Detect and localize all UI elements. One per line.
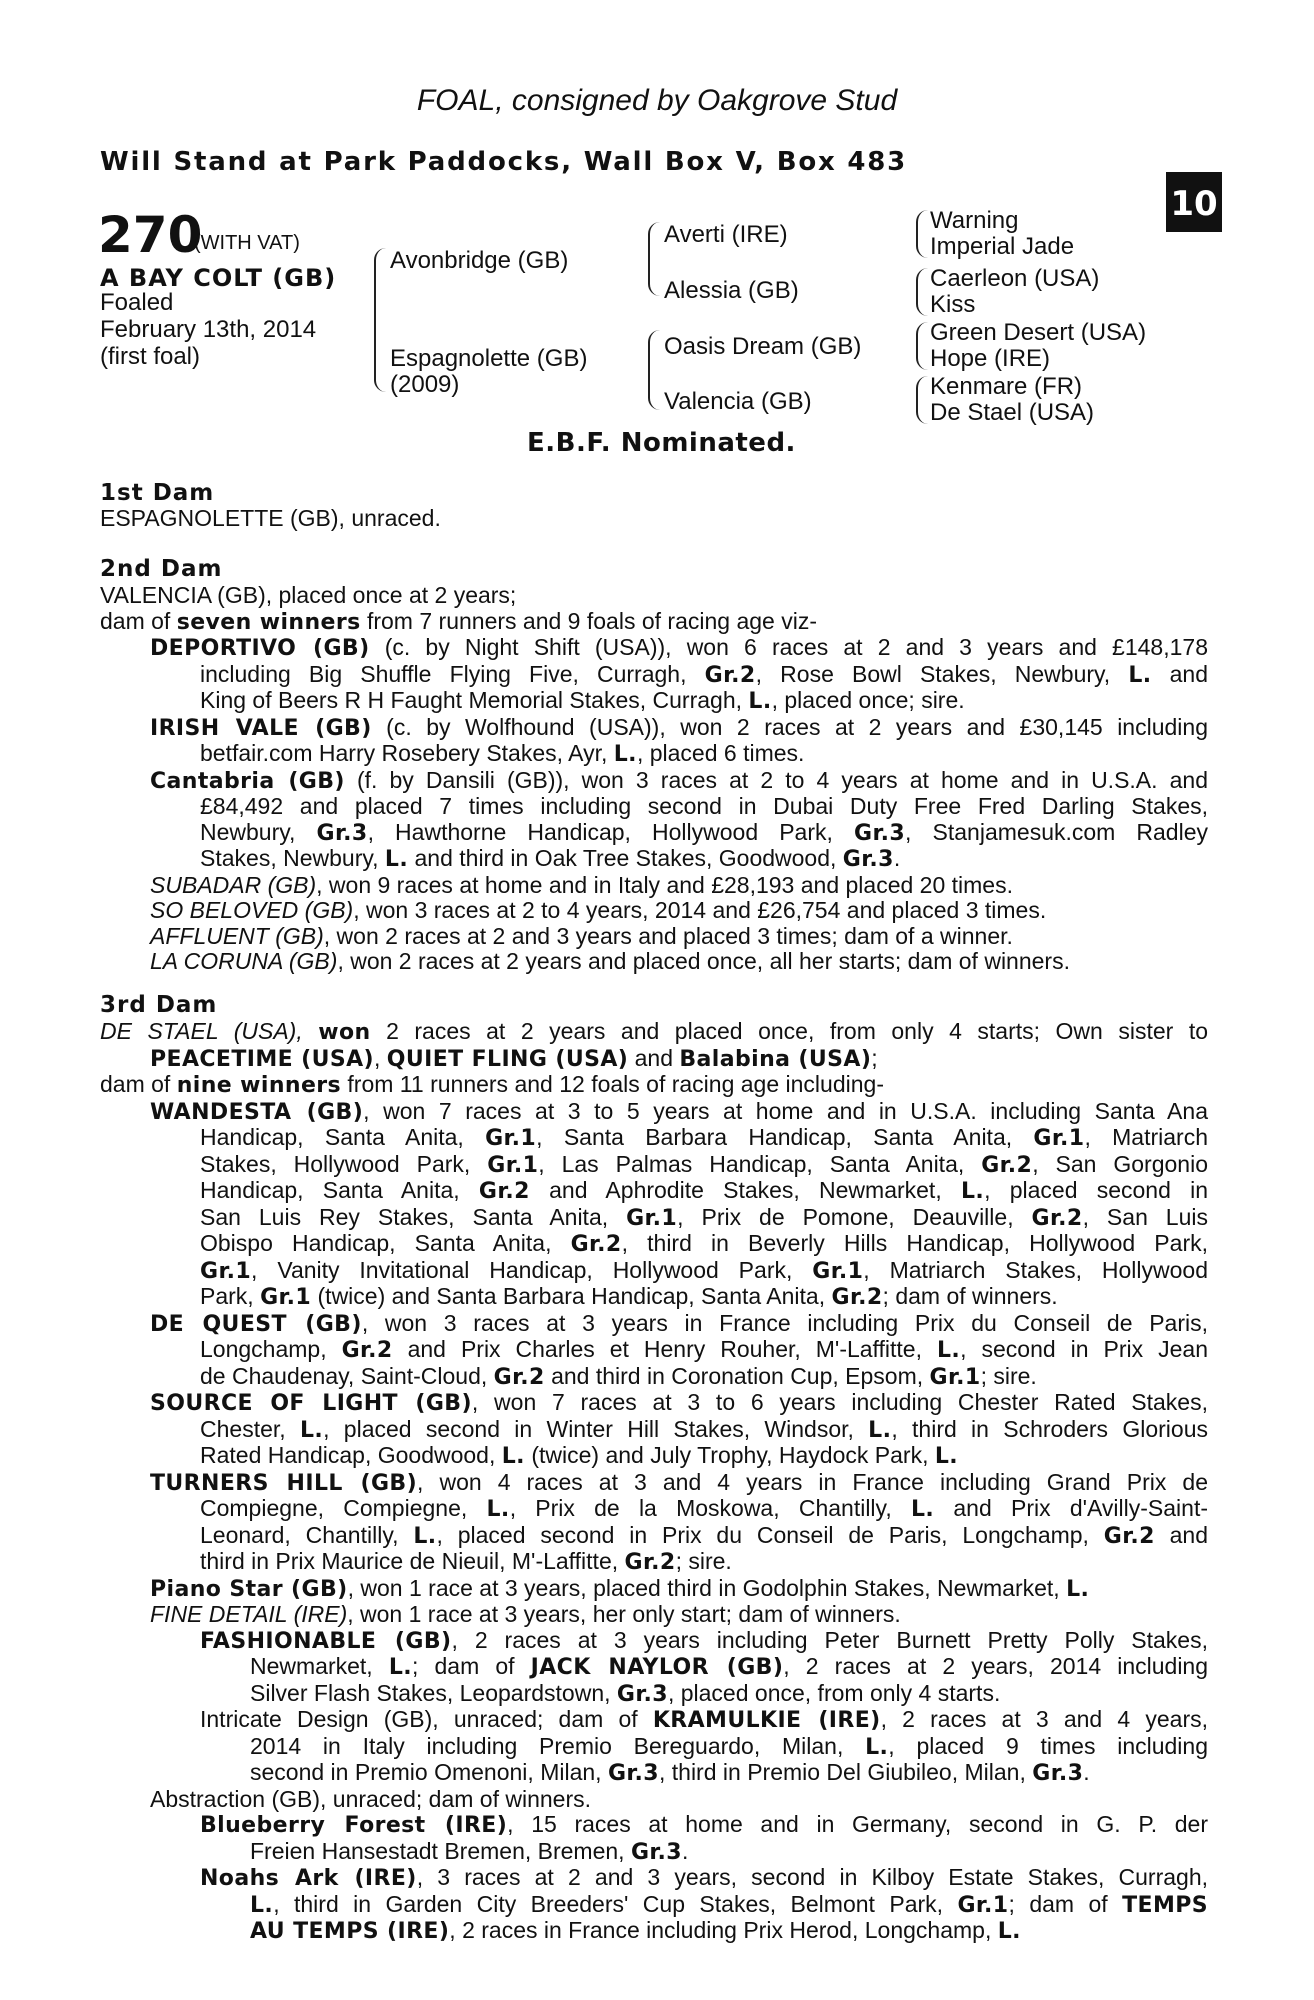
na-line	[200, 1865, 1208, 1892]
grade: Gr.3	[842, 847, 894, 872]
grade: Gr.3	[316, 820, 368, 846]
text-run: and	[1154, 1521, 1209, 1548]
wandesta-line	[150, 1099, 1208, 1126]
text-run: ; dam of	[412, 1653, 531, 1679]
bold-run: AU TEMPS (IRE)	[250, 1919, 450, 1944]
lot-title: A BAY COLT (GB)	[100, 264, 337, 292]
bold-run: L.	[250, 1892, 274, 1918]
bold-run: L.	[934, 1444, 959, 1469]
horse-name: DEPORTIVO (GB)	[150, 636, 370, 661]
wandesta-line	[200, 1125, 1208, 1152]
text-run: betfair.com Harry Rosebery Stakes, Ayr,	[200, 740, 614, 766]
bold-run: Gr.2	[1031, 1205, 1083, 1231]
irish-vale-line-2	[200, 741, 1208, 768]
pedigree-brace-ggp3	[916, 322, 928, 370]
text-run: , Prix de la Moskowa, Chantilly,	[509, 1495, 911, 1521]
text-run: , 3 races at 2 and 3 years, second in Kilboy Estate Stakes, Curragh,	[416, 1864, 1209, 1890]
text-run: from 7 runners and 9 foals of racing age viz-	[360, 607, 817, 634]
wandesta-line	[200, 1258, 1208, 1285]
pedigree-brace-sire	[648, 222, 662, 296]
grade: L.	[613, 742, 637, 767]
badge-plus: +	[1170, 150, 1186, 171]
horse-name: Cantabria (GB)	[150, 768, 345, 794]
winners-count: nine winners	[176, 1073, 342, 1098]
text-run: , third in Garden City Breeders' Cup Stakes, Belmont Park,	[273, 1890, 958, 1917]
text-run: , Rose Bowl Stakes, Newbury,	[755, 660, 1129, 687]
cantabria-line-2: £84,492 and placed 7 times including second in Dubai Duty Free Fred Darling Stakes,	[200, 793, 1208, 819]
text-run: Leonard, Chantilly,	[200, 1521, 414, 1548]
text-run: (c. by Night Shift (USA)), won 6 races at 2 and 3 years and £148,178	[369, 634, 1208, 660]
grade: Gr.2	[704, 662, 756, 688]
ebf-nominated: E.B.F. Nominated.	[527, 428, 796, 458]
dam-name: Espagnolette (GB)	[390, 345, 588, 372]
text-run: San Luis Rey Stakes, Santa Anita,	[200, 1203, 627, 1230]
text-run: , won 1 race at 3 years, her only start; dam of winners.	[347, 1601, 901, 1627]
text-run: , Stanjamesuk.com Radley	[905, 818, 1209, 845]
text-run: (c. by Wolfhound (USA)), won 2 races at 2 years and £30,145 including	[371, 713, 1208, 740]
bold-run: L.	[501, 1444, 525, 1469]
text-run: , 2 races at 3 and 4 years,	[880, 1706, 1208, 1732]
bold-run: L.	[388, 1655, 412, 1680]
bold-run: Gr.1	[626, 1205, 678, 1231]
fashionable-entry	[100, 1628, 1208, 1708]
text-run: (twice) and Santa Barbara Handicap, Santa Anita,	[311, 1283, 832, 1309]
wandesta-line	[200, 1152, 1208, 1179]
vat-note: (WITH VAT)	[194, 232, 300, 254]
text-run: , placed once; sire.	[771, 687, 965, 713]
bold-run: Gr.3	[1032, 1761, 1084, 1786]
fine-detail-line	[150, 1602, 1208, 1628]
second-dam-heading: 2nd Dam	[100, 556, 223, 582]
text-run: , 2 races in France including Prix Herod, Longchamp,	[449, 1917, 998, 1943]
horse-name: SUBADAR (GB)	[150, 871, 317, 898]
text-run: Chester,	[200, 1415, 300, 1442]
fash-line	[200, 1628, 1208, 1655]
third-dam-block	[100, 1019, 1208, 1945]
text-run: , placed second in	[984, 1177, 1208, 1203]
cantabria-line-4	[200, 846, 1208, 873]
bold-run: L.	[997, 1919, 1021, 1944]
first-dam-text: ESPAGNOLETTE (GB), unraced.	[100, 505, 441, 531]
text-run: and third in Coronation Cup, Epsom,	[544, 1362, 930, 1389]
text-run: , won 4 races at 3 and 4 years in France including Grand Prix de	[417, 1468, 1208, 1495]
fash-line	[250, 1654, 1208, 1681]
text-run: , Santa Barbara Handicap, Santa Anita,	[536, 1124, 1034, 1150]
text-run: Obispo Handicap, Santa Anita,	[200, 1230, 571, 1256]
pedigree-brace-ggp2	[916, 268, 928, 316]
horse-name: IRISH VALE (GB)	[150, 715, 372, 741]
text-run: dam of	[100, 607, 177, 634]
cantabria-line-1	[150, 768, 1208, 795]
source-of-light-entry	[100, 1390, 1208, 1470]
th-line	[200, 1549, 1208, 1576]
sol-line	[150, 1390, 1208, 1417]
third-dam-line-3	[100, 1072, 1208, 1099]
grade: L.	[1128, 662, 1152, 688]
abstraction-line: Abstraction (GB), unraced; dam of winners.	[150, 1785, 592, 1812]
text-run: third in Prix Maurice de Nieuil, M'-Laffitte,	[200, 1548, 625, 1574]
grandsire-maternal: Oasis Dream (GB)	[664, 333, 862, 360]
id-line	[250, 1760, 1208, 1787]
bold-run: Gr.2	[341, 1338, 393, 1363]
text-run: .	[682, 1837, 689, 1864]
text-run: , placed once, from only 4 starts.	[667, 1679, 1001, 1706]
grade: Gr.3	[854, 820, 906, 846]
text-run: Rated Handicap, Goodwood,	[200, 1442, 502, 1468]
text-run: (f. by Dansili (GB)), won 3 races at 2 to 4 years at home and in U.S.A. and	[344, 766, 1208, 793]
sol-line	[200, 1417, 1208, 1444]
ggp-7: Kenmare (FR)	[930, 373, 1083, 400]
text-run: ;	[871, 1044, 878, 1071]
ggp-6: Hope (IRE)	[930, 345, 1051, 372]
fash-line	[250, 1681, 1208, 1708]
second-dam-produce-line	[100, 609, 1208, 636]
bold-run: Gr.3	[630, 1839, 682, 1865]
text-run: ; sire.	[980, 1362, 1037, 1389]
third-dam-heading: 3rd Dam	[100, 992, 218, 1018]
grade: L.	[384, 847, 409, 872]
text-run: Newbury,	[200, 818, 317, 845]
horse-name: Balabina (USA)	[679, 1046, 872, 1072]
text-run: , third in Premio Del Giubileo, Milan,	[658, 1759, 1033, 1785]
text-run: , won 1 race at 3 years, placed third in Godolphin Stakes, Newmarket,	[347, 1574, 1067, 1601]
first-dam-heading: 1st Dam	[100, 480, 215, 506]
lot-number: 270	[98, 206, 203, 264]
text-run: Newmarket,	[250, 1653, 389, 1679]
affluent-line	[150, 924, 1208, 950]
third-dam-line-1	[100, 1019, 1208, 1046]
bf-line	[200, 1812, 1208, 1839]
bold-run: L.	[936, 1338, 961, 1363]
text-run: Handicap, Santa Anita,	[200, 1124, 486, 1150]
bold-run: Gr.3	[616, 1681, 668, 1707]
piano-star-line	[150, 1576, 1208, 1603]
horse-name: FINE DETAIL (IRE)	[150, 1601, 348, 1627]
text-run: and Prix Charles et Henry Rouher, M'-Laffitte,	[392, 1336, 937, 1362]
text-run: , San Gorgonio	[1032, 1150, 1208, 1177]
la-coruna-line	[150, 949, 1208, 975]
bold-run: Gr.1	[485, 1126, 537, 1151]
text-run: 2 races at 2 years and placed once, from only 4 starts; Own sister to	[370, 1018, 1208, 1044]
horse-name: TURNERS HILL (GB)	[150, 1470, 418, 1496]
intricate-design-entry	[100, 1707, 1208, 1787]
sire-name: Avonbridge (GB)	[390, 247, 569, 274]
stand-location: Will Stand at Park Paddocks, Wall Box V, Box 483	[100, 147, 908, 177]
pedigree-brace-main	[374, 248, 388, 392]
th-line	[200, 1496, 1208, 1523]
first-foal-note: (first foal)	[100, 343, 201, 370]
text-run: and	[1151, 660, 1209, 687]
text-run: , won 7 races at 3 to 6 years including Chester Rated Stakes,	[471, 1389, 1208, 1415]
grandsire-paternal: Averti (IRE)	[664, 221, 788, 248]
horse-name: DE QUEST (GB)	[150, 1311, 362, 1337]
text-run: , won 3 races at 2 to 4 years, 2014 and £26,754 and placed 3 times.	[353, 897, 1047, 923]
text-run: , placed 6 times.	[636, 740, 805, 766]
deportivo-line-1	[150, 635, 1208, 662]
horse-name: SOURCE OF LIGHT (GB)	[150, 1391, 472, 1416]
bold-run: Gr.1	[487, 1152, 539, 1178]
horse-name: FASHIONABLE (GB)	[200, 1628, 452, 1654]
wandesta-entry	[100, 1099, 1208, 1311]
text-run: , second in Prix Jean	[960, 1336, 1208, 1362]
bold-run: Gr.2	[624, 1550, 676, 1575]
bf-line	[250, 1839, 1208, 1866]
text-run: Stakes, Newbury,	[200, 845, 385, 871]
bold-run: Gr.2	[478, 1179, 530, 1204]
text-run: , Matriarch Stakes, Hollywood	[863, 1256, 1208, 1283]
text-run: dam of	[100, 1071, 177, 1097]
bold-run: Gr.1	[812, 1258, 864, 1284]
text-run: from 11 runners and 12 foals of racing age including-	[341, 1071, 884, 1097]
second-dam-line: VALENCIA (GB), placed once at 2 years;	[100, 582, 517, 608]
text-run: , won 9 races at home and in Italy and £28,193 and placed 20 times.	[316, 871, 1013, 898]
bold-run: L.	[960, 1179, 985, 1204]
text-run: and Prix d'Avilly-Saint-	[934, 1495, 1209, 1521]
text-run: Intricate Design (GB), unraced; dam of	[200, 1706, 653, 1732]
bold-run: L.	[910, 1497, 935, 1522]
dam-name: DE STAEL (USA),	[100, 1018, 319, 1044]
cantabria-line-3	[200, 820, 1208, 847]
bold-run: TEMPS	[1122, 1892, 1209, 1918]
text-run: , 2 races at 3 years including Peter Burnett Pretty Polly Stakes,	[451, 1626, 1208, 1653]
de-quest-entry	[100, 1311, 1208, 1391]
text-run: Handicap, Santa Anita,	[200, 1177, 479, 1203]
horse-name: Piano Star (GB)	[150, 1576, 348, 1602]
page-badge	[1166, 150, 1222, 232]
ggp-1: Warning	[930, 207, 1019, 234]
id-line	[250, 1734, 1208, 1761]
wandesta-line	[200, 1231, 1208, 1258]
third-dam-line-2	[150, 1046, 1208, 1073]
ggp-4: Kiss	[930, 291, 976, 318]
na-line	[250, 1892, 1208, 1919]
sol-line	[200, 1443, 1208, 1470]
horse-name: LA CORUNA (GB)	[150, 948, 338, 974]
irish-vale-line-1	[150, 715, 1208, 742]
na-line	[250, 1918, 1208, 1945]
text-run: Stakes, Hollywood Park,	[200, 1150, 488, 1177]
text-run: King of Beers R H Faught Memorial Stakes, Curragh,	[200, 687, 749, 713]
ggp-3: Caerleon (USA)	[930, 265, 1100, 292]
bold-run: Gr.1	[260, 1285, 312, 1310]
bold-run: Gr.3	[607, 1761, 659, 1786]
deportivo-line-2	[200, 662, 1208, 689]
text-run: ; sire.	[675, 1548, 732, 1574]
text-run: , won 3 races at 3 years in France including Prix du Conseil de Paris,	[361, 1309, 1208, 1336]
text-run: de Chaudenay, Saint-Cloud,	[200, 1362, 494, 1389]
wandesta-line	[200, 1205, 1208, 1232]
text-run: second in Premio Omenoni, Milan,	[250, 1759, 608, 1785]
text-run: , Vanity Invitational Handicap, Hollywood Park,	[251, 1256, 813, 1283]
text-run: including Big Shuffle Flying Five, Curragh,	[200, 660, 705, 687]
granddam-maternal: Valencia (GB)	[664, 388, 812, 415]
wandesta-line	[200, 1178, 1208, 1205]
id-line	[200, 1707, 1208, 1734]
text-run: , won 2 races at 2 and 3 years and placed 3 times; dam of a winner.	[323, 922, 1013, 949]
pedigree-brace-ggp4	[916, 376, 928, 424]
horse-name: AFFLUENT (GB)	[150, 922, 324, 949]
horse-name: PEACETIME (USA)	[150, 1046, 374, 1072]
bold-run: L.	[868, 1417, 892, 1443]
text-run: , Hawthorne Handicap, Hollywood Park,	[367, 818, 854, 845]
blueberry-forest-entry	[100, 1812, 1208, 1865]
horse-name: QUIET FLING (USA)	[386, 1046, 629, 1072]
text-run: , Prix de Pomone, Deauville,	[677, 1203, 1032, 1230]
text-run: 2014 in Italy including Premio Bereguardo, Milan,	[250, 1732, 866, 1759]
winners-count: seven winners	[176, 609, 361, 635]
wandesta-line	[200, 1284, 1208, 1311]
text-run: Silver Flash Stakes, Leopardstown,	[250, 1679, 617, 1706]
horse-name: WANDESTA (GB)	[150, 1099, 364, 1125]
text-run: and	[628, 1044, 680, 1071]
text-run: , San Luis	[1082, 1203, 1209, 1230]
bold-run: JACK NAYLOR (GB)	[530, 1655, 784, 1680]
text-run: , won 2 races at 2 years and placed once, all her starts; dam of winners.	[337, 948, 1070, 974]
bold-run: KRAMULKIE (IRE)	[652, 1708, 881, 1733]
text-run: won	[318, 1020, 371, 1045]
consignor-line: FOAL, consigned by Oakgrove Stud	[416, 84, 898, 117]
bold-run: Gr.2	[570, 1232, 622, 1257]
badge-number: 10	[1170, 184, 1218, 224]
bold-run: Gr.1	[929, 1364, 981, 1390]
bold-run: Gr.2	[493, 1364, 545, 1390]
foaled-label: Foaled	[100, 289, 174, 316]
text-run: , Las Palmas Handicap, Santa Anita,	[538, 1150, 982, 1177]
foaled-date: February 13th, 2014	[100, 316, 317, 343]
dequest-line	[200, 1364, 1208, 1391]
grade: L.	[1066, 1576, 1090, 1602]
text-run: ; dam of	[1008, 1890, 1123, 1917]
horse-name: Blueberry Forest (IRE)	[200, 1813, 508, 1838]
horse-name: Noahs Ark (IRE)	[200, 1866, 417, 1891]
text-run: Longchamp,	[200, 1336, 342, 1362]
text-run: , third in Beverly Hills Handicap, Hollywood Park,	[621, 1230, 1208, 1256]
so-beloved-line	[150, 898, 1208, 924]
text-run: , third in Schroders Glorious	[891, 1415, 1208, 1442]
bold-run: Gr.2	[981, 1152, 1033, 1178]
deportivo-line-3	[200, 688, 1208, 715]
text-run: Park,	[200, 1283, 261, 1309]
bold-run: L.	[486, 1497, 510, 1522]
text-run: (twice) and July Trophy, Haydock Park,	[524, 1442, 935, 1468]
text-run: , Matriarch	[1084, 1124, 1208, 1150]
text-run: , 2 races at 2 years, 2014 including	[783, 1653, 1209, 1679]
ggp-8: De Stael (USA)	[930, 399, 1095, 426]
noahs-ark-entry	[100, 1865, 1208, 1945]
text-run: Compiegne, Compiegne,	[200, 1495, 487, 1521]
text-run: .	[893, 845, 901, 871]
bold-run: L.	[865, 1734, 889, 1760]
th-line	[150, 1470, 1208, 1497]
text-run: ; dam of winners.	[882, 1283, 1058, 1309]
dam-year: (2009)	[390, 371, 460, 398]
pedigree-brace-dam	[648, 330, 662, 410]
bold-run: Gr.2	[831, 1285, 883, 1310]
second-dam-block	[100, 583, 1208, 975]
text-run: , placed second in Prix du Conseil de Paris, Longchamp,	[436, 1521, 1104, 1548]
dequest-line	[200, 1337, 1208, 1364]
bold-run: Gr.2	[1103, 1523, 1155, 1549]
grade: L.	[748, 689, 772, 714]
granddam-paternal: Alessia (GB)	[664, 277, 799, 304]
subadar-line	[150, 873, 1208, 899]
text-run: Freien Hansestadt Bremen, Bremen,	[250, 1837, 631, 1864]
bold-run: Gr.1	[1033, 1126, 1085, 1151]
text-run: , placed 9 times including	[888, 1732, 1209, 1759]
text-run: and Aphrodite Stakes, Newmarket,	[529, 1177, 961, 1203]
ggp-5: Green Desert (USA)	[930, 319, 1147, 346]
bold-run: L.	[299, 1417, 324, 1443]
text-run: , won 7 races at 3 to 5 years at home and in U.S.A. including Santa Ana	[363, 1097, 1208, 1124]
text-run: , 15 races at home and in Germany, second in G. P. der	[507, 1811, 1208, 1837]
bold-run: Gr.1	[200, 1258, 252, 1284]
dequest-line	[150, 1311, 1208, 1338]
horse-name: SO BELOVED (GB)	[150, 897, 354, 923]
turners-hill-entry	[100, 1470, 1208, 1576]
text-run: .	[1083, 1759, 1090, 1785]
pedigree-brace-ggp1	[916, 210, 928, 258]
bold-run: L.	[413, 1523, 437, 1549]
bold-run: Gr.1	[957, 1892, 1009, 1918]
text-run: ,	[373, 1044, 387, 1071]
text-run: and third in Oak Tree Stakes, Goodwood,	[408, 845, 843, 871]
th-line	[200, 1523, 1208, 1550]
text-run: , placed second in Winter Hill Stakes, Windsor,	[323, 1415, 869, 1442]
ggp-2: Imperial Jade	[930, 233, 1075, 260]
